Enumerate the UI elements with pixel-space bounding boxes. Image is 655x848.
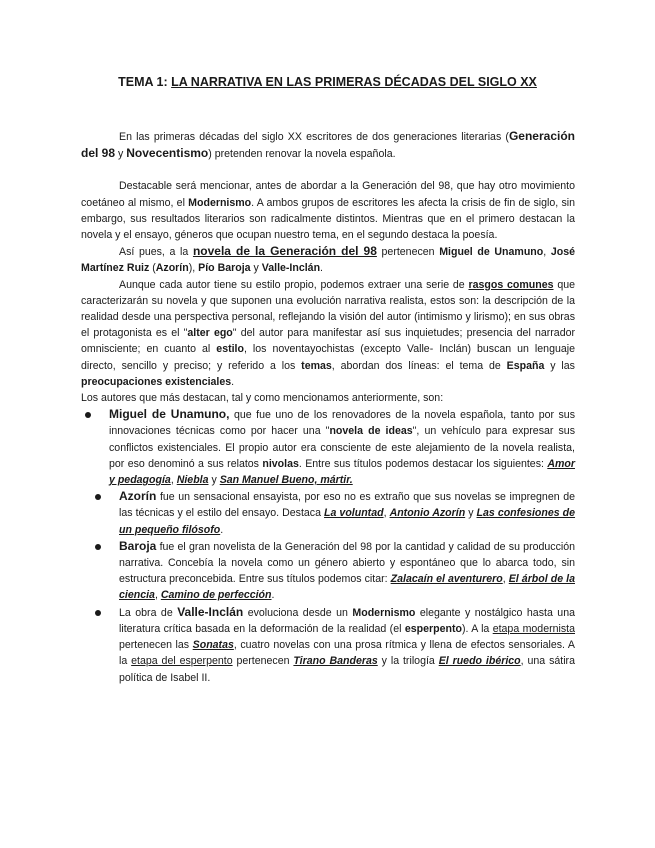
text: ,	[383, 507, 390, 520]
text: ", un vehículo para expresar sus conflictos existenciales. El propio autor era consciente de este alejamiento de la novela realista, por eso denominó a sus relatos	[109, 425, 575, 470]
text: ,	[502, 573, 509, 586]
term-nivolas: nivolas	[262, 457, 299, 470]
text: ,	[154, 589, 161, 602]
author-azorin: Azorín	[155, 262, 189, 275]
text: , cuatro novelas con una prosa rítmica y llena de efectos sensoriales. A la	[119, 639, 575, 668]
text: y	[115, 148, 127, 161]
text: . Entre sus títulos podemos destacar los siguientes:	[298, 457, 548, 470]
text: , una sátira política de Isabel II.	[119, 655, 575, 684]
term-rasgos-comunes: rasgos comunes	[468, 278, 554, 291]
term-estilo: estilo	[216, 343, 244, 356]
author-baroja: Pío Baroja	[198, 262, 251, 275]
list-item-azorin	[91, 488, 575, 538]
term-generacion-98: Generación del 98	[81, 129, 575, 161]
paragraph-intro	[81, 128, 575, 162]
work-title: Zalacaín el aventurero	[390, 573, 503, 586]
text: La obra de	[119, 606, 178, 619]
work-title: El árbol de la ciencia	[119, 573, 575, 602]
text: evoluciona desde un	[243, 606, 353, 619]
text: fue el gran novelista de la Generación del 98 por la cantidad y calidad de su producción narrativa. Concebía la novela como un género abierto y espontáneo que lo abarca todo, sin estructura preconcebida. Entre sus títulos podemos citar:	[119, 540, 575, 586]
work-title: El ruedo ibérico	[438, 655, 521, 668]
term-novela-98: novela de la Generación del 98	[192, 244, 377, 259]
bullet-icon	[95, 544, 101, 550]
text: elegante y nostálgico hasta una literatura crítica basada en la deformación de la realidad (el	[119, 606, 575, 635]
text: ),	[188, 262, 199, 275]
work-title: Las confesiones de un pequeño filósofo	[119, 507, 576, 536]
text: Así pues, a la	[119, 246, 193, 259]
text: .	[231, 375, 235, 388]
text: (	[149, 262, 156, 275]
title-main: LA NARRATIVA EN LAS PRIMERAS DÉCADAS DEL SIGLO XX	[171, 75, 537, 89]
term-temas: temas	[301, 359, 332, 372]
author-name: Valle-Inclán	[177, 604, 244, 619]
text: y	[250, 262, 262, 275]
list-item-valle	[91, 604, 575, 686]
text: , los noventayochistas (excepto Valle- Inclán) buscan un lenguaje directo, sencillo y preciso; y referido a los	[81, 343, 575, 372]
paragraph-authors	[81, 243, 575, 276]
text: , abordan dos líneas: el tema de	[331, 359, 507, 372]
list-item-unamuno	[81, 406, 575, 488]
text: Aunque cada autor tiene su estilo propio, podemos extraer una serie de	[119, 278, 469, 291]
author-martinez: José Martínez Ruiz	[81, 246, 576, 275]
term-modernismo: Modernismo	[352, 606, 416, 619]
author-valle: Valle-Inclán	[261, 262, 321, 275]
text: .	[220, 523, 224, 536]
term-esperpento: esperpento	[404, 622, 462, 635]
work-title: Niebla	[176, 474, 209, 487]
text: En las primeras décadas del siglo XX escritores de dos generaciones literarias (	[119, 131, 509, 143]
text: ,	[543, 246, 551, 259]
paragraph-list-intro: Los autores que más destacan, tal y como mencionamos anteriormente, son:	[81, 392, 444, 405]
text: .	[271, 589, 275, 602]
term-novecentismo: Novecentismo	[126, 146, 209, 161]
text: fue un sensacional ensayista, por eso no es extraño que sus novelas se impregnen de las técnicas y el estilo del ensayo. Destaca	[119, 491, 575, 520]
term-novela-ideas: novela de ideas	[329, 425, 413, 438]
text: que caracterizarán su novela y que suponen una evolución narrativa realista, estos son: la descripción de la realidad desde una perspectiva personal, reflejando la visión del autor (intimismo y lirismo); en sus obras el protagonista es el "	[81, 278, 575, 340]
author-unamuno: Miguel de Unamuno	[439, 246, 544, 259]
work-title: La voluntad	[324, 507, 384, 520]
paragraph-modernismo	[81, 178, 575, 243]
text: ) pretenden renovar la novela española.	[208, 148, 396, 161]
text: que fue uno de los renovadores de la novela española, tanto por sus innovaciones técnicas como por hacer una "	[109, 409, 575, 438]
text: .	[320, 262, 323, 275]
text: " del autor para manifestar así sus inquietudes; presencia del narrador omnisciente; en cuanto al	[81, 327, 576, 356]
document-body	[81, 128, 575, 686]
term-etapa-modernista: etapa modernista	[492, 622, 575, 635]
work-title: Camino de perfección	[160, 589, 272, 602]
author-name: Miguel de Unamuno,	[109, 407, 230, 422]
work-title: Sonatas	[192, 639, 234, 652]
term-alter-ego: alter ego	[187, 327, 233, 340]
text: . A ambos grupos de escritores les afecta la crisis de fin de siglo, sin embargo, sus resultados literarios son radicalmente distintos. Mientras que en el primero destacan la novela y el ensayo, géneros que ocupan nuestro tema, en el segundo destaca la poesía.	[81, 196, 575, 242]
title-prefix: TEMA 1:	[118, 75, 172, 89]
list-item-baroja	[91, 538, 575, 604]
text: Destacable será mencionar, antes de abordar a la Generación del 98, que hay otro movimiento coetáneo al mismo, el	[81, 180, 575, 209]
document-title	[0, 75, 655, 89]
author-name: Baroja	[119, 538, 157, 553]
bullet-icon	[85, 412, 91, 418]
text: y	[208, 474, 220, 487]
text: y las	[544, 359, 575, 372]
bullet-icon	[95, 610, 101, 616]
term-espana: España	[506, 359, 545, 372]
text: pertenecen	[376, 246, 440, 259]
work-title: Tirano Banderas	[293, 655, 378, 668]
work-title: Antonio Azorín	[389, 507, 466, 520]
bullet-icon	[95, 494, 101, 500]
work-title: Amor y pedagogía	[109, 457, 575, 487]
term-modernismo: Modernismo	[188, 196, 252, 209]
text: y la trilogía	[377, 655, 439, 668]
author-list	[81, 406, 575, 685]
text: pertenecen las	[119, 639, 193, 652]
paragraph-rasgos	[81, 277, 575, 390]
text: pertenecen	[232, 655, 294, 668]
text: ,	[170, 474, 177, 487]
term-preocupaciones: preocupaciones existenciales	[81, 375, 232, 388]
term-etapa-esperpento: etapa del esperpento	[131, 655, 233, 668]
text: y	[465, 507, 477, 520]
author-name: Azorín	[119, 489, 157, 504]
text: ). A la	[461, 622, 493, 635]
work-title: San Manuel Bueno, mártir.	[219, 474, 353, 487]
